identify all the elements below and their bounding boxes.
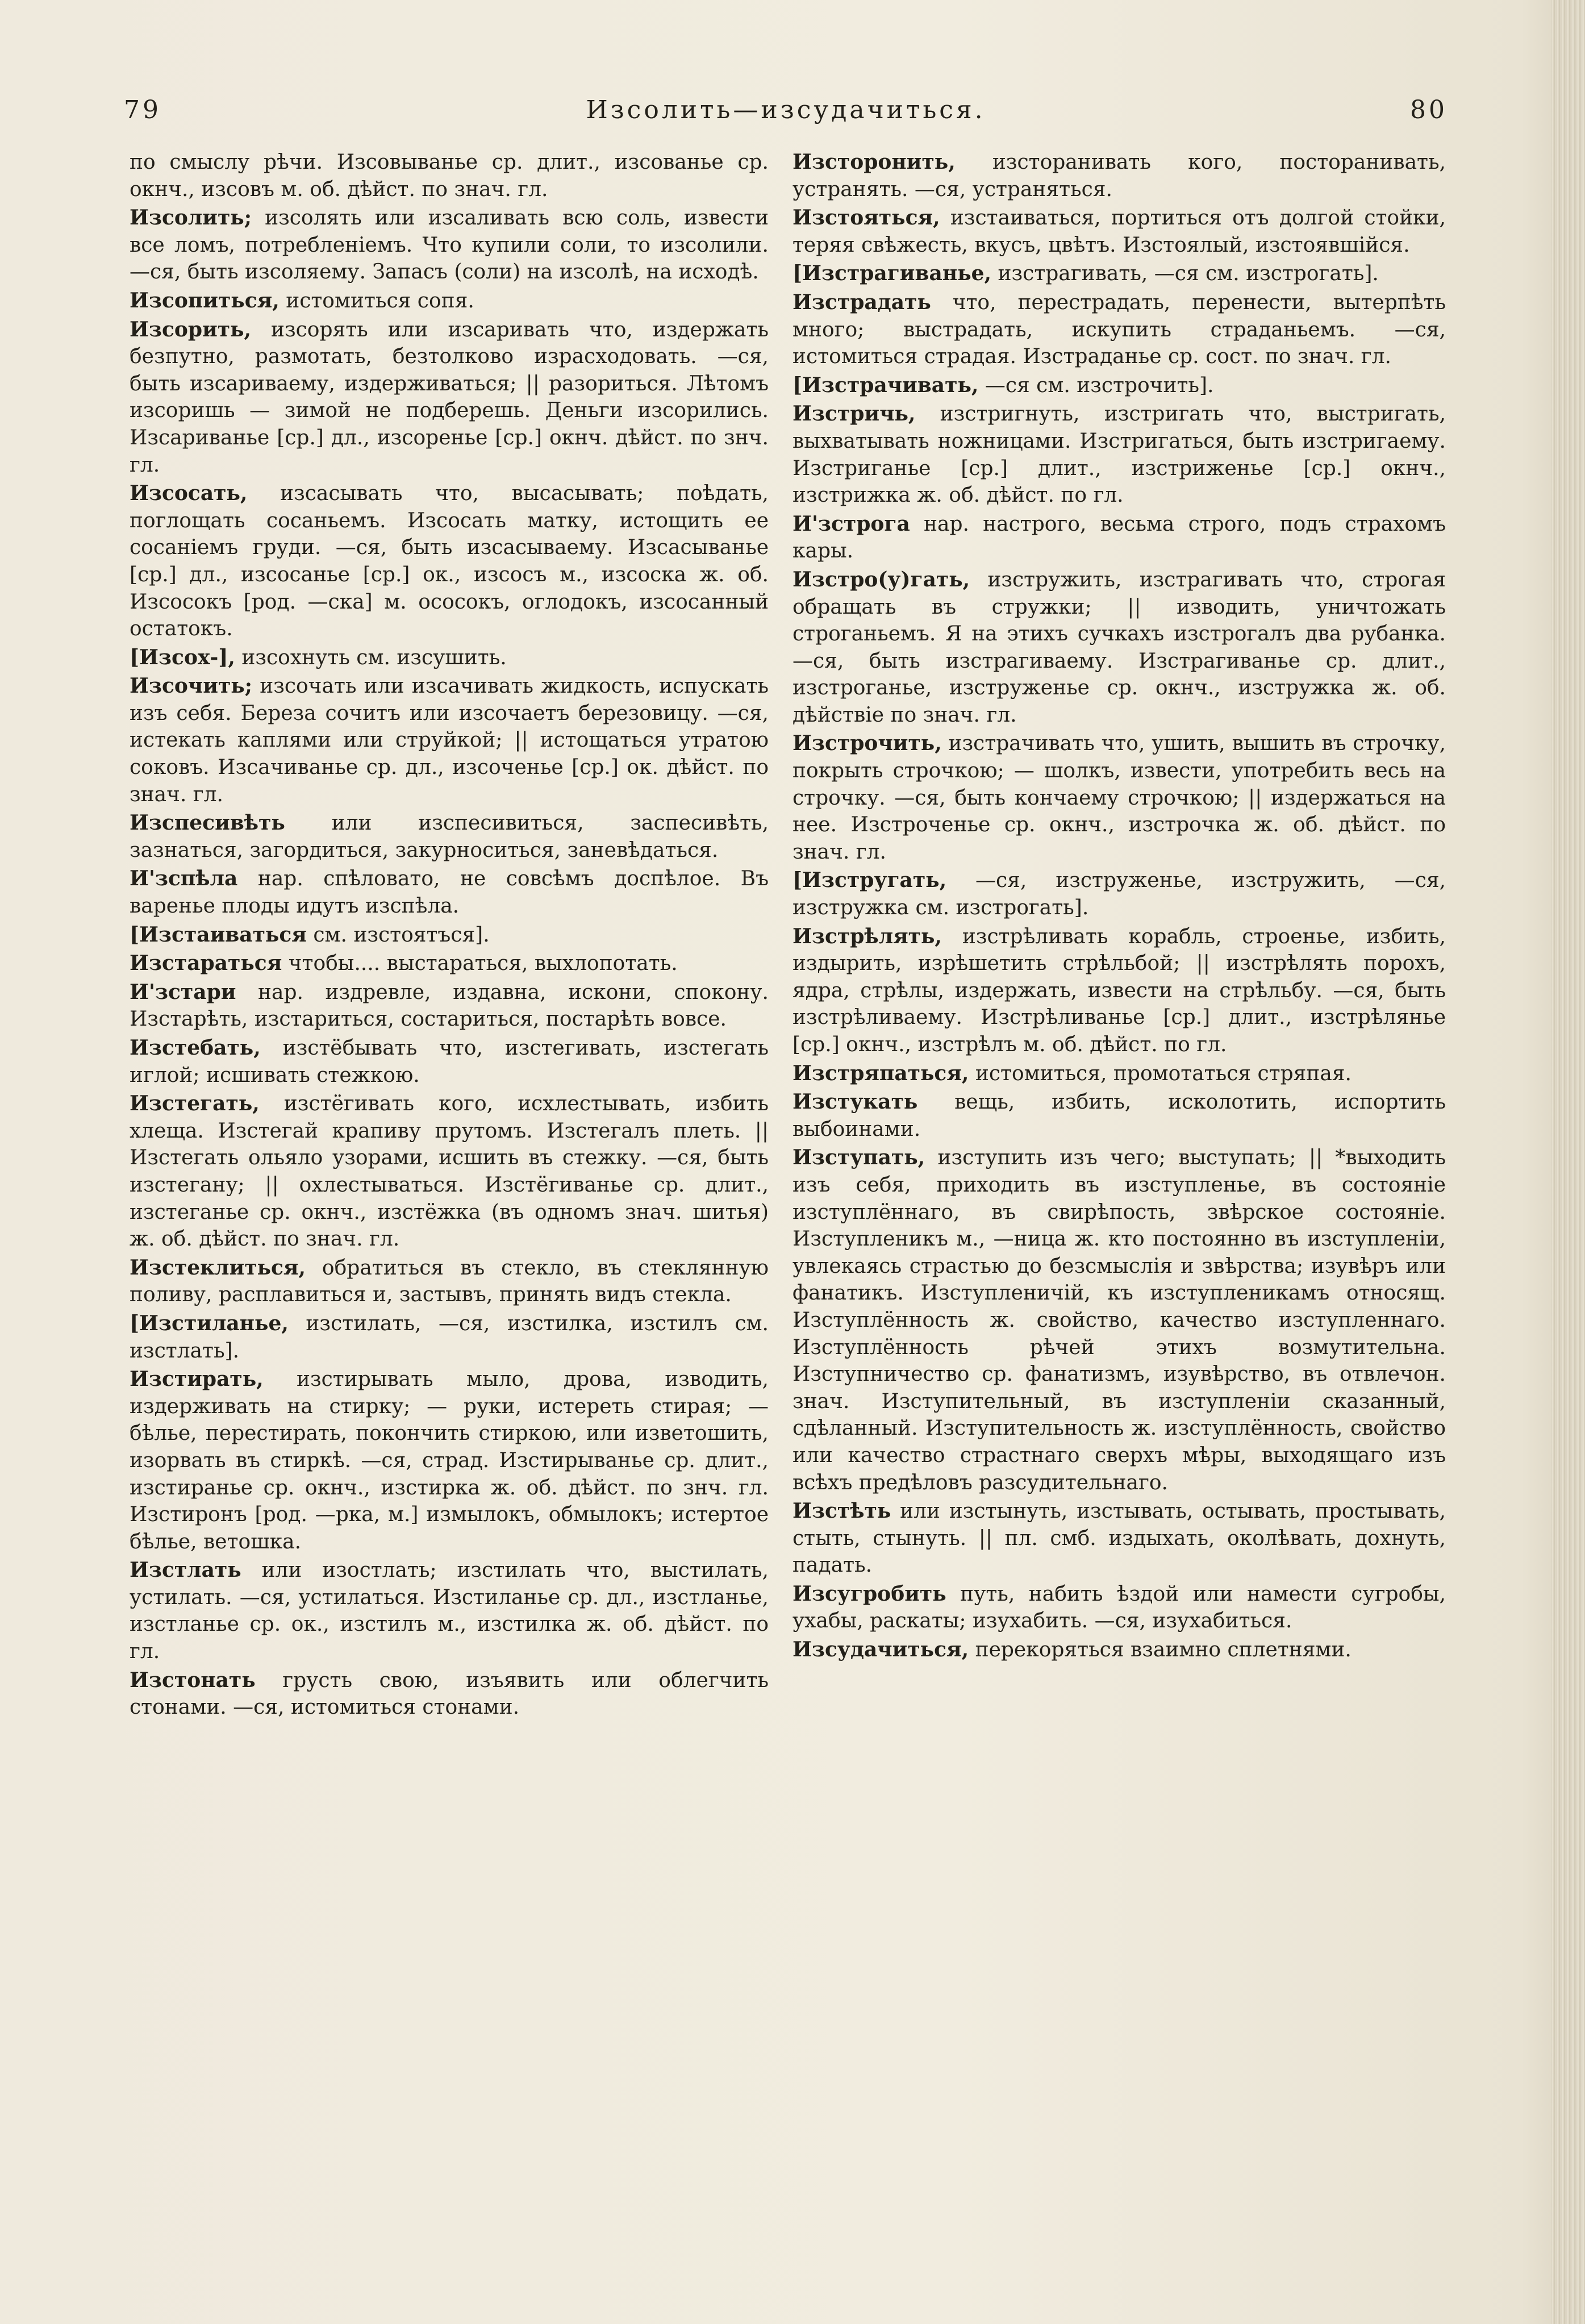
entry-text: —ся, изструженье, изстружить, —ся, изстружка см. изстрогать]. — [792, 869, 1446, 920]
entry-text: изстрагивать, —ся см. изстрогать]. — [991, 262, 1379, 286]
entry-headword: Изстояться, — [792, 206, 940, 230]
entry-text: изстирывать мыло, дрова, изводить, издерживать на стирку; — руки, истереть стирая; — бѣлье, перестирать, покончить стиркою, или изветошить, изорвать въ стиркѣ. —ся, страд. Изстирыванье ср. длит., изстиранье ср. окнч., изстирка ж. об. дѣйст. по знч. гл. Изстиронъ [род. —рка, м.] измылокъ, обмылокъ; истертое бѣлье, ветошка. — [130, 1368, 769, 1554]
entry-text: изстрачивать что, ушить, вышить въ строчку, покрыть строчкою; — шолкъ, извести, употребить весь на строчку. —ся, быть кончаему строчкою; || издержаться на нее. Изстроченье ср. окнч., изстрочка ж. об. дѣйст. по знач. гл. — [792, 732, 1446, 864]
entry-text: изсочать или изсачивать жидкость, испускать изъ себя. Береза сочитъ или изсочаетъ березовицу. —ся, истекать каплями или струйкой; || истощаться утратою соковъ. Изсачиванье ср. дл., изсоченье [ср.] ок. дѣйст. по знач. гл. — [130, 674, 769, 806]
dictionary-entry — [792, 260, 1446, 288]
entry-text: изстёбывать что, изстегивать, изстегать иглой; исшивать стежкою. — [130, 1036, 769, 1087]
page-number-left: 79 — [124, 95, 161, 124]
dictionary-entry — [792, 401, 1446, 509]
header-title: Изсолить—изсудачиться. — [586, 95, 986, 124]
entry-headword: Изсторонить, — [792, 150, 956, 174]
entry-text: грусть свою, изъявить или облегчить стонами. —ся, истомиться стонами. — [130, 1668, 769, 1719]
entry-text: см. изстоятъся]. — [306, 923, 490, 947]
dictionary-entry — [792, 1089, 1446, 1143]
dictionary-entry — [792, 867, 1446, 921]
dictionary-entry — [130, 979, 769, 1033]
dictionary-entry — [130, 1310, 769, 1364]
entry-text: обратиться въ стекло, въ стеклянную поливу, расплавиться и, застывъ, принять видъ стекла. — [130, 1256, 769, 1307]
entry-text: перекоряться взаимно сплетнями. — [969, 1638, 1352, 1662]
entry-headword: Изстукать — [792, 1090, 918, 1114]
entry-headword: Изсудачиться, — [792, 1638, 969, 1662]
dictionary-entry — [130, 1557, 769, 1665]
entry-headword: Изстричь, — [792, 402, 916, 426]
dictionary-entry — [792, 1144, 1446, 1496]
dictionary-entry — [130, 644, 769, 672]
entry-text: изсторанивать кого, посторанивать, устранять. —ся, устраняться. — [792, 151, 1446, 201]
entry-headword: Изсопиться, — [130, 288, 280, 313]
dictionary-entry — [130, 316, 769, 479]
dictionary-entry — [792, 511, 1446, 565]
entry-text: чтобы.... выстараться, выхлопотать. — [282, 952, 678, 976]
dictionary-entry — [792, 1581, 1446, 1635]
entry-text: нар. настрого, весьма строго, подъ страхомъ кары. — [792, 512, 1446, 563]
dictionary-entry — [792, 923, 1446, 1059]
entry-headword: Изстирать, — [130, 1367, 264, 1392]
entry-text: изсорять или изсаривать что, издержать безпутно, размотать, безтолково израсходовать. —ся, быть изсариваему, издерживаться; || разориться. Лѣтомъ изсоришь — зимой не подберешь. Деньги изсорились. Изсариванье [ср.] дл., изсоренье [ср.] окнч. дѣйст. по знч. гл. — [130, 318, 769, 477]
running-header — [124, 95, 1448, 135]
dictionary-entry — [130, 950, 769, 977]
dictionary-entry — [792, 567, 1446, 729]
dictionary-entry — [130, 149, 769, 203]
entry-headword: Изступать, — [792, 1146, 925, 1170]
entry-headword: Изстлать — [130, 1558, 241, 1582]
entry-text: истомиться, промотаться стряпая. — [969, 1061, 1352, 1085]
entry-text: по смыслу рѣчи. Изсовыванье ср. длит., изсованье ср. окнч., изсовъ м. об. дѣйст. по знач. гл. — [130, 151, 769, 201]
entry-text: изстилать, —ся, изстилка, изстилъ см. изстлать]. — [130, 1311, 769, 1363]
entry-text: нар. спѣловато, не совсѣмъ доспѣлое. Въ варенье плоды идутъ изспѣла. — [130, 867, 769, 918]
dictionary-entry — [130, 1035, 769, 1089]
entry-headword: Изстрѣлять, — [792, 924, 942, 948]
entry-headword: Изстеклиться, — [130, 1255, 306, 1280]
entry-headword: Изстро(у)гать, — [792, 567, 970, 592]
dictionary-entry — [792, 1498, 1446, 1579]
dictionary-entry — [130, 673, 769, 808]
entry-text: что, перестрадать, перенести, вытерпѣть много; выстрадать, искупить страданьемъ. —ся, истомиться страдая. Изстраданье ср. сост. по знач. гл. — [792, 290, 1446, 369]
dictionary-entry — [792, 205, 1446, 259]
dictionary-entry — [130, 288, 769, 315]
dictionary-entry — [130, 1667, 769, 1721]
entry-headword: [Изстрачивать, — [792, 373, 979, 397]
entry-text: нар. издревле, издавна, искони, спокону. Изстарѣть, изстариться, состариться, постарѣть вовсе. — [130, 980, 769, 1031]
entry-headword: Изсугробить — [792, 1581, 946, 1606]
dictionary-entry — [130, 1255, 769, 1309]
entry-text: изстёгивать кого, исхлестывать, избить хлеща. Изстегай крапиву прутомъ. Изстегалъ плеть. || Изстегать ольяло узорами, исшить въ стежку. —ся, быть изстегану; || охлестываться. Изстёгиванье ср. длит., изстеганье ср. окнч., изстёжка (въ одномъ знач. шитья) ж. об. дѣйст. по знач. гл. — [130, 1092, 769, 1251]
entry-text: или изстынуть, изстывать, остывать, простывать, стыть, стынуть. || пл. смб. издыхать, околѣвать, дохнуть, падать. — [792, 1500, 1446, 1577]
entry-headword: Изсосать, — [130, 481, 248, 506]
entry-headword: Изстрочить, — [792, 731, 942, 756]
dictionary-entry — [792, 289, 1446, 370]
entry-text: изсолять или изсаливать всю соль, извести все ломъ, потребленіемъ. Что купили соли, то изсолили. —ся, быть изсоляему. Запасъ (соли) на изсолѣ, на исходѣ. — [130, 206, 769, 284]
entry-text: путь, набить ѣздой или намести сугробы, ухабы, раскаты; изухабить. —ся, изухабиться. — [792, 1582, 1446, 1633]
entry-text: изстрѣливать корабль, строенье, избить, издырить, изрѣшетить стрѣльбой; || изстрѣлять порохъ, ядра, стрѣлы, издержать, извести на стрѣльбу. —ся, быть изстрѣливаему. Изстрѣливанье [ср.] длит., изстрѣлянье [ср.] окнч., изстрѣлъ м. об. дѣйст. по гл. — [792, 924, 1446, 1056]
entry-headword: Изстараться — [130, 951, 282, 976]
entry-text: изстружить, изстрагивать что, строгая обращать въ стружки; || изводить, уничтожать строганьемъ. Я на этихъ сучкахъ изстрогалъ два рубанка. —ся, быть изстрагиваему. Изстрагиванье ср. длит., изстроганье, изструженье ср. окнч., изстружка ж. об. дѣйствіе по знач. гл. — [792, 568, 1446, 727]
entry-headword: Изспесивѣть — [130, 811, 285, 835]
page-edge — [1551, 0, 1585, 2324]
dictionary-entry — [792, 372, 1446, 399]
entry-headword: Изстѣть — [792, 1499, 891, 1523]
dictionary-entry — [792, 1636, 1446, 1664]
entry-text: изступить изъ чего; выступать; || *выходить изъ себя, приходить въ изступленье, въ состояніе изступлённаго, въ свирѣпость, звѣрское состояніе. Изступленикъ м., —ница ж. кто постоянно въ изступленіи, увлекаясь страстью до безсмыслія и звѣрства; изувѣръ или фанатикъ. Изступленичій, къ изступленикамъ относящ. Изступлённость ж. свойство, качество изступленнаго. Изступлённость рѣчей этихъ возмутительна. Изступничество ср. фанатизмъ, изувѣрство, въ отвлечон. знач. Изступительный, въ изступленіи сказанный, сдѣланный. Изступительность ж. изступлённость, свойство или качество страстнаго сверхъ мѣры, выходящаго изъ всѣхъ предѣловъ разсудительнаго. — [792, 1146, 1446, 1494]
entry-text: истомиться сопя. — [279, 289, 474, 313]
left-column — [130, 149, 769, 1723]
dictionary-entry — [792, 730, 1446, 865]
entry-text: изсасывать что, высасывать; поѣдать, поглощать сосаньемъ. Изсосать матку, истощить ее сосаніемъ груди. —ся, быть изсасываему. Изсасыванье [ср.] дл., изсосанье [ср.] ок., изсосъ м., изсоска ж. об. Изсосокъ [род. —ска] м. ососокъ, оглодокъ, изсосанный остатокъ. — [130, 482, 769, 641]
entry-headword: Изстряпаться, — [792, 1061, 969, 1085]
entry-headword: [Изстругать, — [792, 868, 947, 893]
entry-headword: Изстебать, — [130, 1036, 261, 1060]
dictionary-entry — [130, 922, 769, 949]
dictionary-entry — [130, 810, 769, 864]
entry-text: изсохнуть см. изсушить. — [235, 645, 507, 669]
right-column — [792, 149, 1446, 1665]
entry-headword: И'зстари — [130, 980, 236, 1004]
dictionary-entry — [130, 1090, 769, 1253]
entry-text: изстригнуть, изстригать что, выстригать, выхватывать ножницами. Изстригаться, быть изстригаему. Изстриганье [ср.] длит., изстриженье [ср.] окнч., изстрижка ж. об. дѣйст. по гл. — [792, 402, 1446, 507]
entry-text: или изспесивиться, заспесивѣть, зазнаться, загордиться, закурноситься, заневѣдаться. — [130, 811, 769, 862]
entry-text: —ся см. изстрочить]. — [978, 373, 1214, 397]
dictionary-entry — [130, 1366, 769, 1555]
dictionary-entry — [130, 205, 769, 286]
entry-headword: Изсорить, — [130, 317, 252, 341]
entry-headword: [Изстиланье, — [130, 1311, 289, 1335]
entry-text: вещь, избить, исколотить, испортить выбоинами. — [792, 1090, 1446, 1141]
dictionary-entry — [792, 149, 1446, 203]
entry-headword: Изсочить; — [130, 674, 252, 698]
entry-headword: [Изсох-], — [130, 645, 235, 669]
entry-headword: Изстегать, — [130, 1092, 260, 1116]
entry-headword: И'зспѣла — [130, 867, 238, 891]
entry-text: или изостлать; изстилать что, выстилать, устилать. —ся, устилаться. Изстиланье ср. дл., изстланье, изстланье ср. ок., изстилъ м., изстилка ж. об. дѣйст. по гл. — [130, 1559, 769, 1664]
entry-headword: [Изстаиваться — [130, 922, 307, 947]
entry-headword: Изстрадать — [792, 290, 931, 314]
entry-headword: И'зстрога — [792, 511, 910, 536]
entry-headword: Изсолить; — [130, 206, 252, 230]
dictionary-entry — [130, 865, 769, 919]
dictionary-entry — [792, 1060, 1446, 1088]
entry-headword: [Изстрагиванье, — [792, 261, 992, 286]
dictionary-entry — [130, 480, 769, 643]
entry-headword: Изстонать — [130, 1668, 256, 1692]
entry-text: изстаиваться, портиться отъ долгой стойки, теряя свѣжесть, вкусъ, цвѣтъ. Изстоялый, изстоявшійся. — [792, 206, 1446, 257]
page-number-right: 80 — [1410, 95, 1448, 124]
